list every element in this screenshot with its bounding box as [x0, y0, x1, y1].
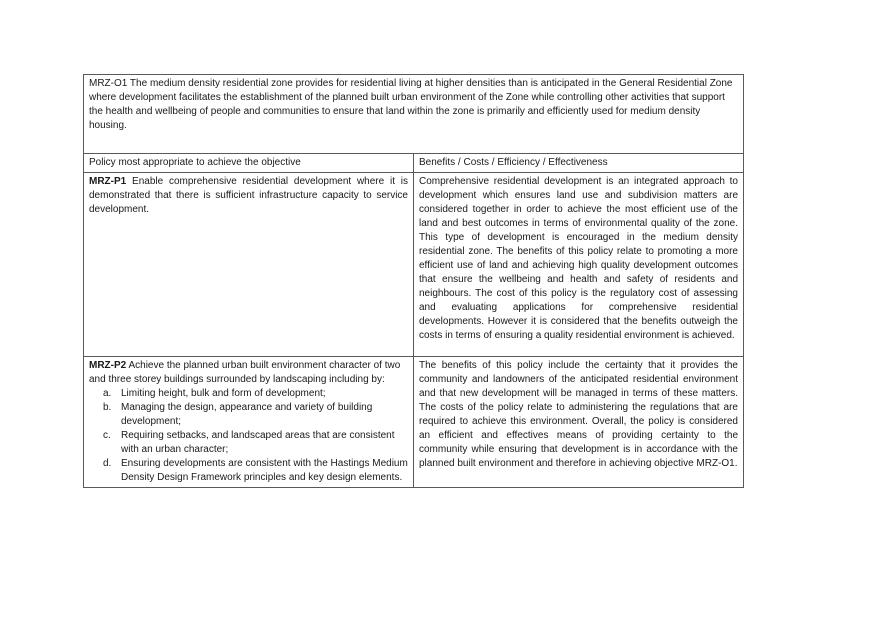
objective-row: [84, 75, 744, 154]
benefits-column-header: Benefits / Costs / Efficiency / Effectiveness: [414, 154, 744, 173]
table-row: [84, 357, 744, 488]
benefits-cell: [414, 357, 744, 488]
list-item: [103, 429, 408, 457]
policy-text: Achieve the planned urban built environment character of two and three storey buildings surrounded by landscaping including by:: [89, 360, 401, 385]
list-item: [103, 457, 408, 485]
objective-text: MRZ-O1 The medium density residential zone provides for residential living at higher densities than is anticipated in the General Residential Zone where development facilitates the establishment of the planned built urban environment of the Zone while controlling other activities that support the health and wellbeing of people and communities to ensure that land within the zone is primarily and efficiently used for medium density housing.: [89, 78, 733, 131]
list-item: [103, 387, 408, 401]
policy-code: MRZ-P1: [89, 176, 127, 187]
list-marker: b.: [103, 402, 112, 413]
benefits-text: The benefits of this policy include the certainty that it provides the community and landowners of the anticipated residential environment and that new development will be managed in terms of these matters. The costs of the policy relate to administering the regulations that are required to achieve this environment. Overall, the policy is considered an efficient and effectives means of providing certainty to the community while ensuring that development is in accordance with the planned built environment and therefore in achieving objective MRZ-O1.: [419, 360, 738, 469]
benefits-text: Comprehensive residential development is an integrated approach to development which ensures land use and subdivision matters are considered together in order to achieve the most efficient use of the land and best outcomes in terms of environmental quality of the zone. This type of development is encouraged in the medium density residential zone. The benefits of this policy relate to promoting a more efficient use of land and achieving high quality development outcomes that ensure the wellbeing and health and safety of residents and neighbours. The cost of this policy is the regulatory cost of assessing and evaluating applications for comprehensive residential developments. However it is considered that the benefits outweigh the costs in terms of ensuring a quality residential environment is achieved.: [419, 176, 738, 341]
policy-text: Enable comprehensive residential development where it is demonstrated that there is sufficient infrastructure capacity to service development.: [89, 176, 408, 215]
list-item-text: Managing the design, appearance and variety of building development;: [121, 402, 373, 427]
table-row: [84, 173, 744, 357]
policy-evaluation-table: [83, 74, 744, 488]
policy-cell: [84, 173, 414, 357]
list-item: [103, 401, 408, 429]
list-item-text: Requiring setbacks, and landscaped areas that are consistent with an urban character;: [121, 430, 395, 455]
list-item-text: Limiting height, bulk and form of development;: [121, 388, 326, 399]
list-item-text: Ensuring developments are consistent with the Hastings Medium Density Design Framework principles and key design elements.: [121, 458, 408, 483]
list-marker: d.: [103, 458, 112, 469]
policy-cell: [84, 357, 414, 488]
policy-code: MRZ-P2: [89, 360, 127, 371]
policy-column-header: Policy most appropriate to achieve the objective: [84, 154, 414, 173]
benefits-cell: [414, 173, 744, 357]
list-marker: c.: [103, 430, 111, 441]
header-row: [84, 154, 744, 173]
objective-cell: [84, 75, 744, 154]
list-marker: a.: [103, 388, 112, 399]
policy-list: [89, 387, 408, 485]
